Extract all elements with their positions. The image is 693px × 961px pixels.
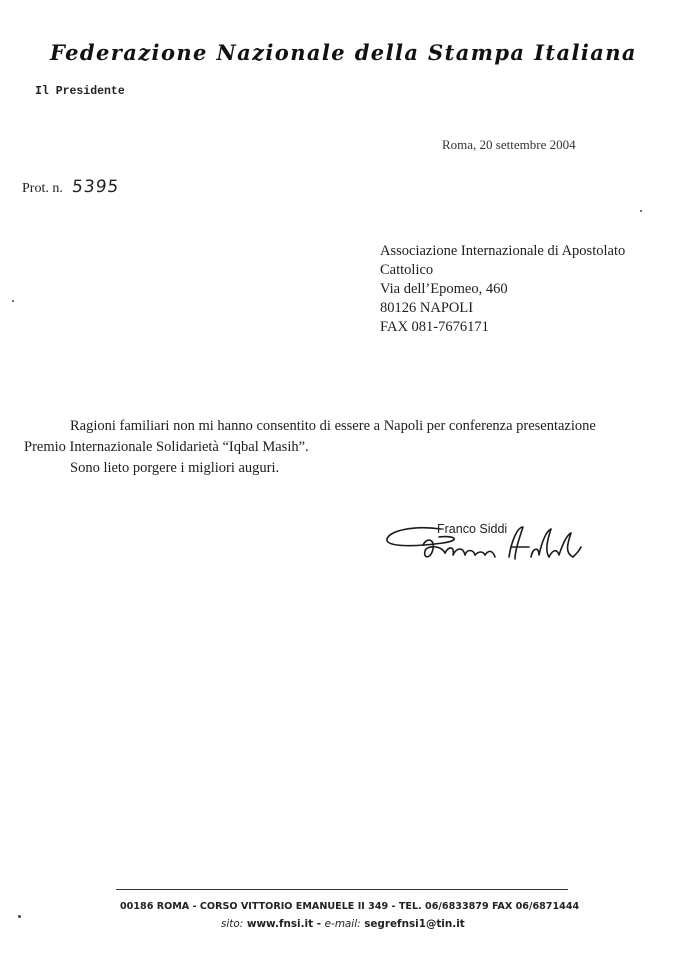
footer-contacts: sito: www.fnsi.it - e-mail: segrefnsi1@tin.it (221, 918, 465, 930)
email-label: e-mail: (324, 918, 361, 930)
protocol-handwritten-number: 5395 (71, 177, 121, 197)
scan-speck (18, 915, 21, 918)
footer-address: 00186 ROMA - CORSO VITTORIO EMANUELE II 349 - TEL. 06/6833879 FAX 06/6871444 (120, 901, 580, 912)
scan-speck (640, 210, 642, 212)
letterhead-role: Il Presidente (35, 85, 125, 98)
footer-divider (116, 889, 568, 890)
email-link[interactable]: segrefnsi1@tin.it (364, 918, 465, 930)
protocol-number (22, 177, 120, 197)
site-link[interactable]: www.fnsi.it (246, 918, 314, 930)
body-line: Premio Internazionale Solidarietà “Iqbal Masih”. (24, 439, 309, 455)
recipient-line: Associazione Internazionale di Apostolato (380, 243, 626, 259)
body-line: Ragioni familiari non mi hanno consentito di essere a Napoli per conferenza presentazione (70, 418, 596, 434)
recipient-line: FAX 081-7676171 (380, 319, 489, 335)
recipient-line: 80126 NAPOLI (380, 300, 474, 316)
scan-speck (12, 300, 14, 302)
letter-date: Roma, 20 settembre 2004 (442, 137, 576, 152)
letterhead-title: Federazione Nazionale della Stampa Italiana (50, 40, 637, 65)
site-label: sito: (221, 918, 244, 930)
recipient-address (380, 242, 625, 337)
signer-name: Franco Siddi (437, 522, 508, 536)
recipient-line: Cattolico (380, 262, 434, 278)
letter-body (24, 416, 596, 479)
body-line: Sono lieto porgere i migliori auguri. (70, 460, 280, 476)
recipient-line: Via dell’Epomeo, 460 (380, 281, 508, 297)
protocol-label: Prot. n. (22, 181, 63, 196)
